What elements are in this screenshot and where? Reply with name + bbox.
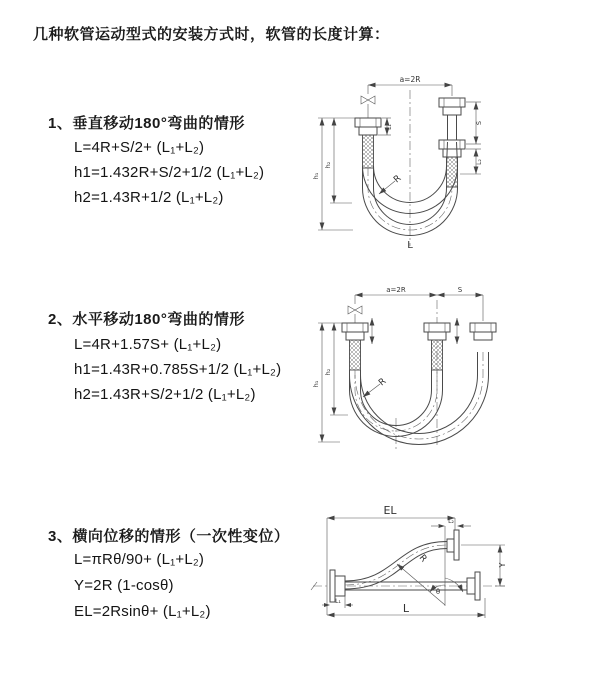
braided-hose-section bbox=[432, 340, 443, 370]
section-1-formula-h1: h1=1.432R+S/2+1/2 (L₁+L₂) bbox=[74, 164, 265, 181]
section-2-formula-h2: h2=1.43R+S/2+1/2 (L₁+L₂) bbox=[74, 386, 256, 403]
section-2-heading: 2、水平移动180°弯曲的情形 bbox=[48, 311, 245, 328]
dim-label-l2: L₂ bbox=[476, 159, 483, 165]
dim-label-l2: L₂ bbox=[448, 518, 454, 525]
radius-leader bbox=[379, 174, 403, 194]
dim-a2r bbox=[355, 286, 437, 295]
dim-h1 bbox=[312, 118, 355, 230]
dim-label-h2: h₂ bbox=[324, 368, 332, 376]
diagram-vertical-180-bend bbox=[300, 70, 590, 260]
right-fitting-original bbox=[439, 140, 465, 187]
dim-label-a2r: a=2R bbox=[399, 75, 421, 84]
right-fitting-moved bbox=[470, 323, 496, 340]
section-1-heading: 1、垂直移动180°弯曲的情形 bbox=[48, 115, 245, 132]
radius-label: R bbox=[377, 376, 389, 389]
diagram-horizontal-180-bend bbox=[300, 280, 595, 465]
dim-h1 bbox=[312, 323, 342, 442]
dim-label-el: EL bbox=[383, 504, 397, 517]
section-1-formula-h2: h2=1.43R+1/2 (L₁+L₂) bbox=[74, 189, 224, 206]
upper-flange bbox=[447, 530, 459, 560]
right-fitting-moved bbox=[439, 98, 465, 140]
radius-label: R bbox=[416, 553, 429, 565]
braided-hose-section bbox=[447, 157, 458, 187]
dim-el bbox=[327, 504, 455, 615]
length-label: L bbox=[407, 240, 413, 251]
dim-s bbox=[355, 286, 483, 321]
section-3-heading: 3、横向位移的情形（一次性变位） bbox=[48, 528, 290, 545]
section-1-formula-L: L=4R+S/2+ (L₁+L₂) bbox=[74, 139, 205, 156]
dim-h2 bbox=[324, 118, 352, 203]
radius-leader bbox=[363, 377, 388, 397]
radius-construction bbox=[397, 553, 463, 605]
section-2-formula-h1: h1=1.43R+0.785S+1/2 (L₁+L₂) bbox=[74, 361, 282, 378]
braided-hose-section bbox=[363, 135, 374, 168]
dim-label-y: Y bbox=[498, 562, 507, 568]
dim-label-l1: L₁ bbox=[386, 124, 393, 130]
dim-s bbox=[466, 102, 483, 144]
angle-label: θ bbox=[435, 588, 441, 596]
dim-l1 bbox=[322, 596, 353, 608]
valve-icon bbox=[348, 306, 362, 323]
section-3-formula-Y: Y=2R (1-cosθ) bbox=[74, 577, 174, 594]
valve-icon bbox=[361, 96, 375, 118]
middle-fitting-original bbox=[424, 323, 450, 370]
dim-label-a2r: a=2R bbox=[386, 286, 406, 294]
dim-label-h2: h₂ bbox=[324, 161, 332, 169]
section-3-formula-EL: EL=2Rsinθ+ (L₁+L₂) bbox=[74, 603, 211, 620]
dim-label-l1: L₁ bbox=[335, 598, 341, 605]
dim-l bbox=[327, 598, 485, 618]
dim-label-h1: h₁ bbox=[312, 172, 320, 180]
dim-label-s: S bbox=[475, 120, 483, 126]
dim-label-l: L bbox=[402, 602, 410, 615]
dim-h2 bbox=[324, 323, 348, 415]
left-fitting bbox=[355, 118, 381, 168]
left-fitting bbox=[342, 323, 368, 370]
dim-label-s: S bbox=[457, 286, 463, 294]
braided-hose-section bbox=[350, 340, 361, 370]
section-2-formula-L: L=4R+1.57S+ (L₁+L₂) bbox=[74, 336, 222, 353]
doc-title: 几种软管运动型式的安装方式时，软管的长度计算： bbox=[33, 26, 390, 43]
section-3-formula-L: L=πRθ/90+ (L₁+L₂) bbox=[74, 551, 205, 568]
dim-l2 bbox=[460, 149, 483, 174]
dim-label-h1: h₁ bbox=[312, 380, 320, 388]
right-flange-original bbox=[467, 572, 480, 600]
diagram-lateral-displacement bbox=[300, 500, 600, 675]
radius-label: R bbox=[392, 173, 404, 186]
